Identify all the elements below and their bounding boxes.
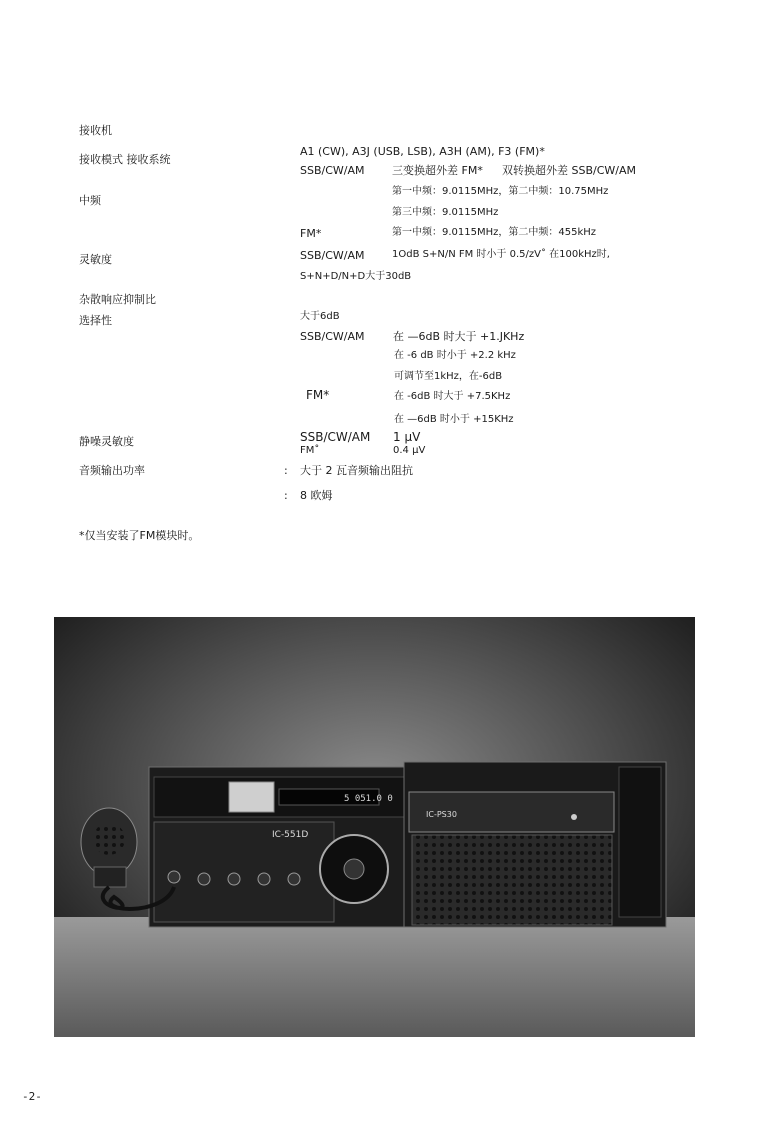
value-sq-fm: 0.4 μV (393, 445, 426, 456)
value-sel-ssb-label: SSB/CW/AM (300, 330, 365, 343)
transceiver (149, 767, 411, 927)
label-audio: 音频输出功率 (79, 464, 145, 477)
product-photo (54, 617, 695, 1037)
value-sel-fm-1: 在 -6dB 时大于 +7.5KHz (394, 391, 511, 402)
value-sel-fm-2: 在 —6dB 时小于 +15KHz (394, 414, 514, 425)
value-sys-ssb: 三变换超外差 FM* (392, 164, 483, 177)
footnote: *仅当安装了FM模块时。 (79, 529, 200, 542)
value-if-fm: 第一中频：9.0115MHz，第二中频：455kHz (392, 227, 597, 238)
value-sq-ssb: 1 μV (393, 430, 421, 444)
value-sq-fm-label: FM˚ (300, 445, 320, 456)
value-sq-ssb-label: SSB/CW/AM (300, 430, 371, 444)
value-sys-ssb-label: SSB/CW/AM (300, 164, 365, 177)
label-mode: 接收模式 接收系统 (79, 153, 171, 166)
value-sel-ssb-3: 可调节至1kHz，在-6dB (394, 371, 503, 382)
power-supply (404, 762, 666, 927)
label-sensitivity: 灵敏度 (79, 253, 112, 266)
value-modes: A1 (CW), A3J (USB, LSB), A3H (AM), F3 (FM)* (300, 145, 545, 158)
value-sel-ssb-2: 在 -6 dB 时小于 +2.2 kHz (394, 350, 516, 361)
section-heading: 接收机 (79, 124, 112, 137)
value-sys-fm: 双转换超外差 SSB/CW/AM (502, 164, 636, 177)
label-if: 中频 (79, 194, 101, 207)
label-selectivity: 选择性 (79, 314, 112, 327)
value-sel-fm-label: FM* (306, 388, 330, 402)
value-sens-label: SSB/CW/AM (300, 249, 365, 262)
colon: : (284, 489, 288, 502)
value-audio-2: 8 欧姆 (300, 489, 333, 502)
page-number: -2- (22, 1090, 42, 1103)
colon: : (284, 464, 288, 477)
value-sens: 1OdB S+N/N FM 时小于 0.5/zV˚ 在100kHz时, (392, 249, 610, 260)
model-label: IC-551D (272, 830, 309, 840)
frequency-readout: 5 051.0 0 (344, 794, 393, 804)
label-spurious: 杂散响应抑制比 (79, 293, 156, 306)
value-audio: 大于 2 瓦音频输出阻抗 (300, 464, 413, 477)
value-sel-ssb-1: 在 —6dB 时大于 +1.JKHz (393, 330, 525, 343)
value-if-ssb-1: 第一中频：9.0115MHz，第二中频：10.75MHz (392, 186, 609, 197)
value-if-fm-label: FM* (300, 227, 322, 240)
value-spurious: 大于6dB (300, 311, 340, 322)
value-sens-2: S+N+D/N+D大于30dB (300, 271, 412, 282)
label-squelch: 静噪灵敏度 (79, 435, 134, 448)
psu-label: IC-PS30 (426, 810, 457, 819)
value-if-ssb-2: 第三中频：9.0115MHz (392, 207, 499, 218)
